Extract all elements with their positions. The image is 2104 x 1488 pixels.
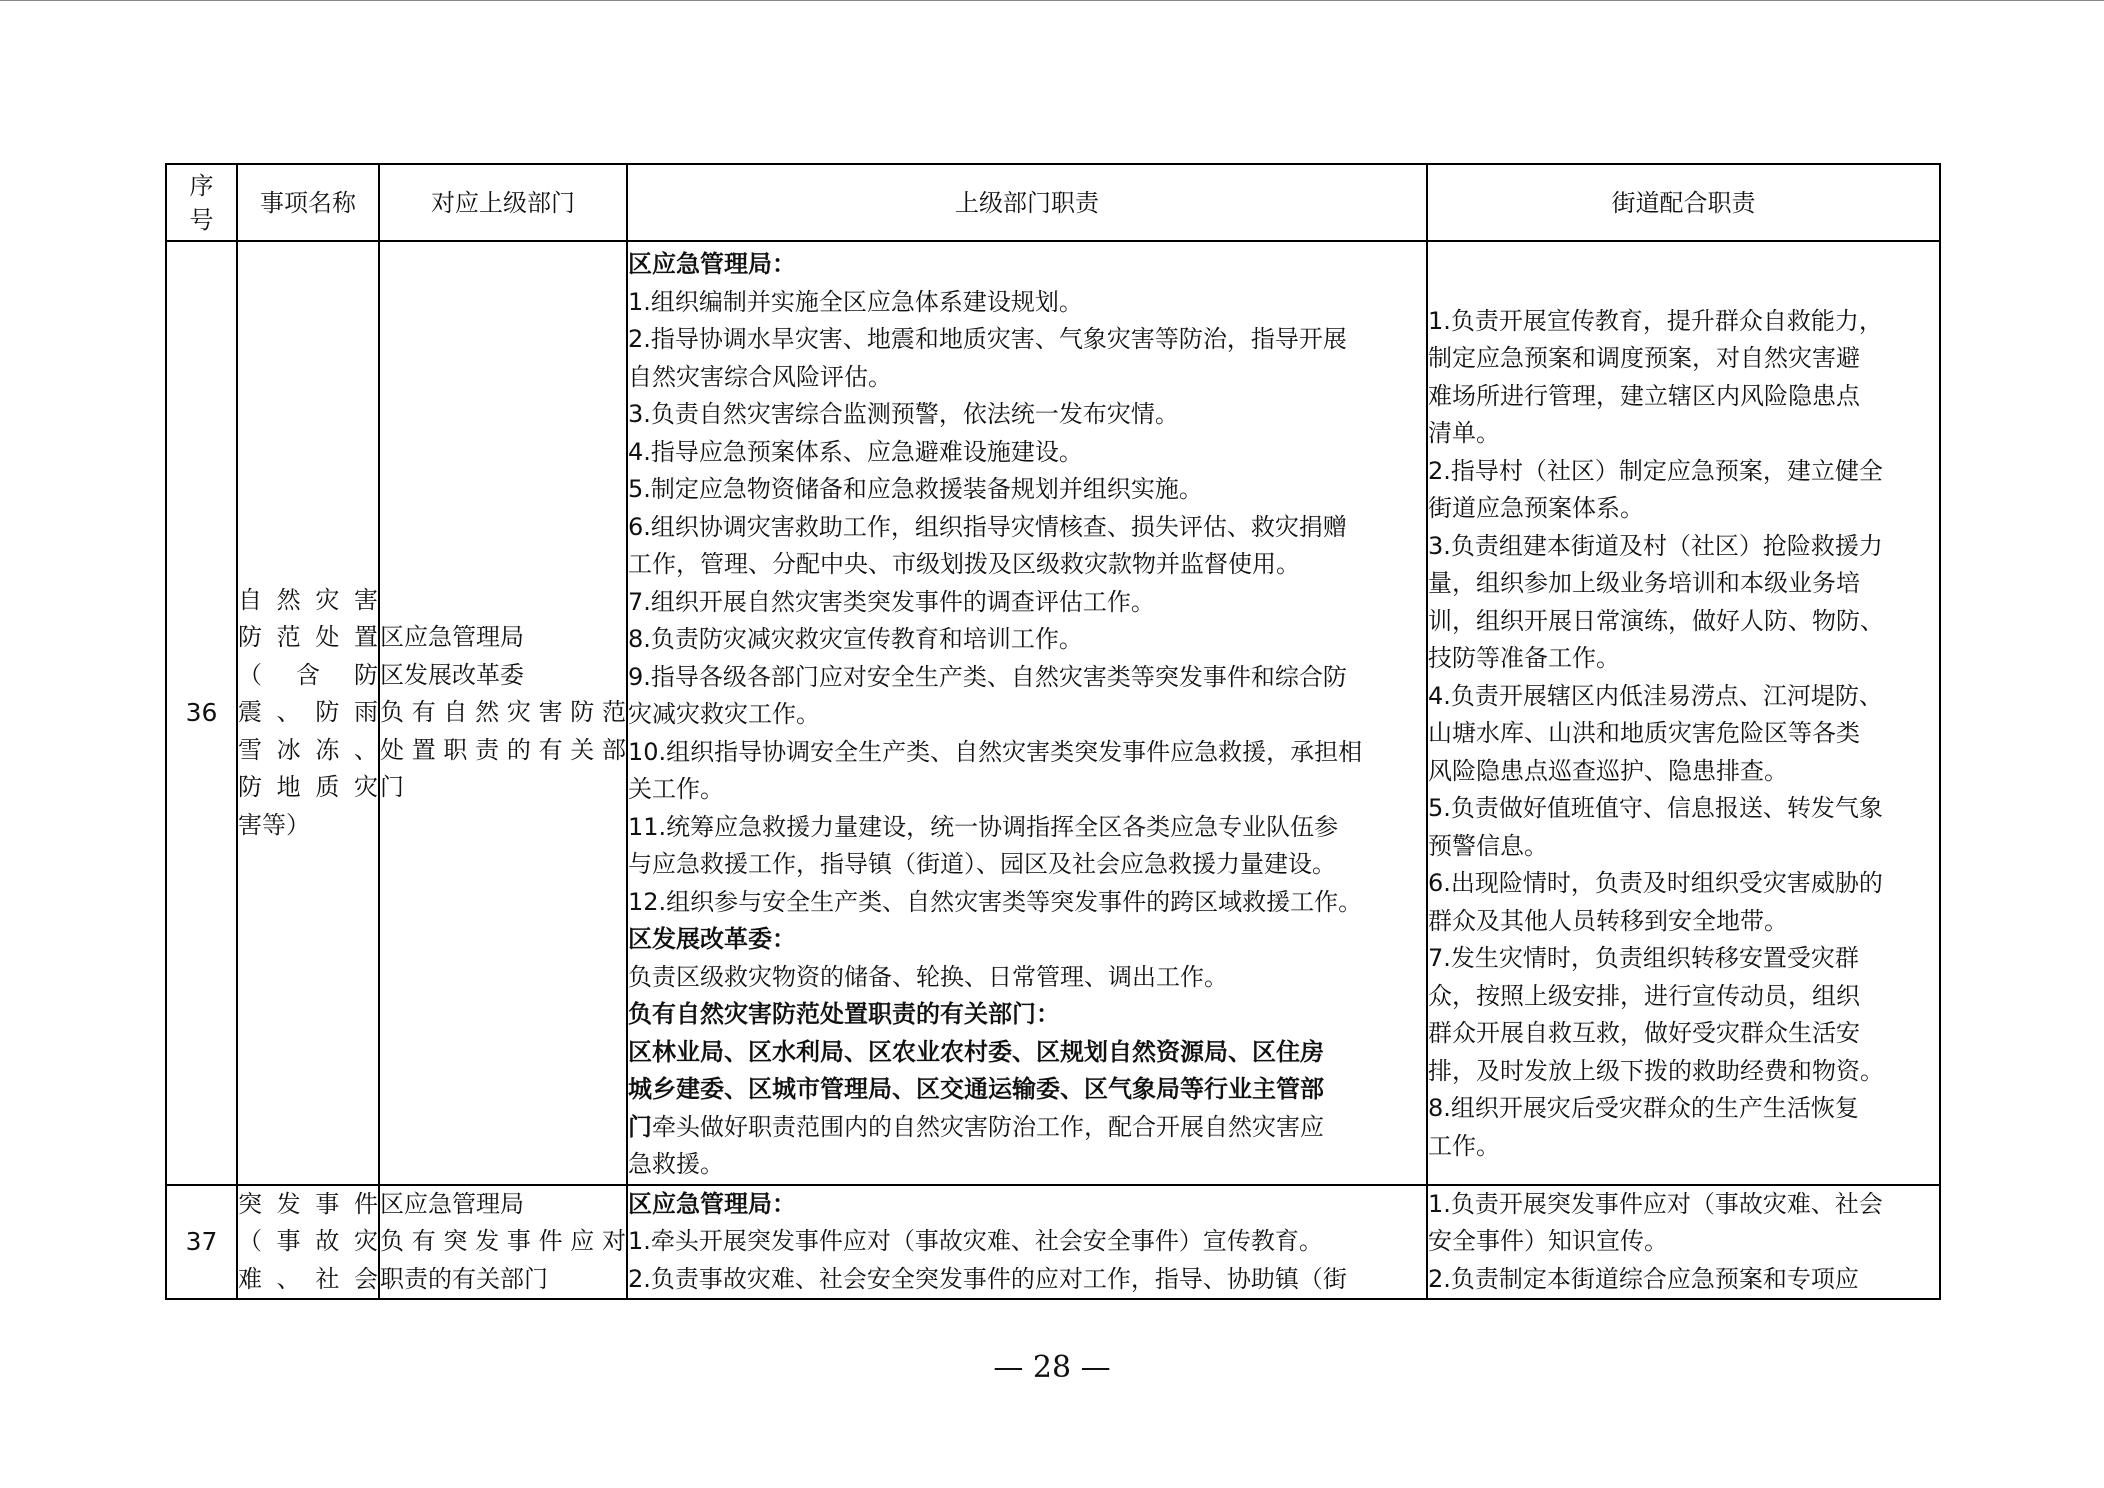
- table-row: [166, 241, 1940, 1185]
- street-line: 风险隐患点巡查巡护、隐患排查。: [1428, 756, 1788, 785]
- item-name-cell: [237, 1185, 379, 1300]
- duty-line: 11.统筹应急救援力量建设，统一协调指挥全区各类应急专业队伍参: [628, 812, 1339, 841]
- street-line: 2.负责制定本街道综合应急预案和专项应: [1428, 1264, 1859, 1293]
- duty-line: 关工作。: [628, 775, 724, 803]
- duty-line: 灾减灾救灾工作。: [628, 700, 820, 728]
- duty-line-bold: 城乡建委、区城市管理局、区交通运输委、区气象局等行业主管部: [628, 1075, 1324, 1103]
- row-seq: 36: [166, 241, 237, 1185]
- item-name-line: （ 含 防: [238, 660, 378, 689]
- duty-line: 7.组织开展自然灾害类突发事件的调查评估工作。: [628, 587, 1155, 616]
- duty-line: 12.组织参与安全生产类、自然灾害类等突发事件的跨区域救援工作。: [628, 887, 1363, 916]
- street-line: 群众开展自救互救，做好受灾群众生活安: [1428, 1019, 1860, 1047]
- superior-duties-cell: [627, 1185, 1427, 1300]
- header-superior-dept: 对应上级部门: [379, 164, 627, 241]
- header-street-duties: 街道配合职责: [1427, 164, 1940, 241]
- dept-line: 负有突发事件应对: [380, 1227, 626, 1255]
- duty-line-bold: 区林业局、区水利局、区农业农村委、区规划自然资源局、区住房: [628, 1037, 1324, 1066]
- duty-line: 2.指导协调水旱灾害、地震和地质灾害、气象灾害等防治，指导开展: [628, 325, 1347, 353]
- item-name-line: 防地质灾: [238, 773, 378, 801]
- duty-line: 3.负责自然灾害综合监测预警，依法统一发布灾情。: [628, 400, 1179, 428]
- header-superior-duties: 上级部门职责: [627, 164, 1427, 241]
- table-row: [166, 1185, 1940, 1300]
- duty-line: 4.指导应急预案体系、应急避难设施建设。: [628, 437, 1083, 466]
- street-line: 2.指导村（社区）制定应急预案，建立健全: [1428, 456, 1883, 485]
- street-line: 众，按照上级安排，进行宣传动员，组织: [1428, 981, 1860, 1010]
- duty-line: 1.组织编制并实施全区应急体系建设规划。: [628, 287, 1083, 316]
- table-header-row: [166, 164, 1940, 241]
- duty-inline-bold: 门: [628, 1112, 652, 1141]
- street-line: 难场所进行管理，建立辖区内风险隐患点: [1428, 381, 1860, 410]
- street-line: 清单。: [1428, 419, 1500, 447]
- dept-line: 区发展改革委: [380, 660, 524, 689]
- dept-line: 处置职责的有关部: [380, 735, 626, 764]
- superior-dept-cell: [379, 241, 627, 1185]
- item-name-line: 害等）: [238, 810, 310, 839]
- duty-line: 2.负责事故灾难、社会安全突发事件的应对工作，指导、协助镇（街: [628, 1264, 1347, 1293]
- duty-line: 5.制定应急物资储备和应急救援装备规划并组织实施。: [628, 475, 1203, 503]
- header-item-name: 事项名称: [237, 164, 379, 241]
- street-line: 排，及时发放上级下拨的救助经费和物资。: [1428, 1056, 1884, 1085]
- street-line: 技防等准备工作。: [1428, 644, 1620, 672]
- street-duties-cell: [1427, 1185, 1940, 1300]
- duty-line-mixed: [628, 1109, 1426, 1147]
- dept-line: 区应急管理局: [380, 1189, 524, 1218]
- item-name-line: 雪冰冻、: [238, 735, 378, 764]
- duty-line: 8.负责防灾减灾救灾宣传教育和培训工作。: [628, 625, 1083, 653]
- duty-line: 6.组织协调灾害救助工作，组织指导灾情核查、损失评估、救灾捐赠: [628, 512, 1347, 541]
- duty-line: 工作，管理、分配中央、市级划拨及区级救灾款物并监督使用。: [628, 550, 1300, 578]
- duty-line: 自然灾害综合风险评估。: [628, 362, 892, 391]
- item-name-cell: [237, 241, 379, 1185]
- item-name-line: 难、社会: [238, 1264, 378, 1293]
- street-line: 街道应急预案体系。: [1428, 494, 1644, 522]
- street-line: 1.负责开展突发事件应对（事故灾难、社会: [1428, 1189, 1883, 1218]
- dept-line: 职责的有关部门: [380, 1264, 548, 1293]
- street-line: 量，组织参加上级业务培训和本级业务培: [1428, 569, 1860, 597]
- row-seq: 37: [166, 1185, 237, 1300]
- duty-table: [165, 163, 1941, 1300]
- street-line: 7.发生灾情时，负责组织转移安置受灾群: [1428, 944, 1859, 972]
- superior-dept-cell: [379, 1185, 627, 1300]
- street-line: 群众及其他人员转移到安全地带。: [1428, 906, 1788, 935]
- street-duties-cell: [1427, 241, 1940, 1185]
- street-line: 5.负责做好值班值守、信息报送、转发气象: [1428, 794, 1883, 822]
- item-name-line: 震、防雨: [238, 698, 378, 726]
- duty-line: 与应急救援工作，指导镇（街道）、园区及社会应急救援力量建设。: [628, 850, 1336, 878]
- street-line: 训，组织开展日常演练，做好人防、物防、: [1428, 606, 1884, 635]
- page-number: — 28 —: [993, 1350, 1111, 1385]
- duty-heading: 区应急管理局：: [628, 250, 796, 278]
- duty-line: 10.组织指导协调安全生产类、自然灾害类突发事件应急救援，承担相: [628, 737, 1363, 766]
- page-top-border: [0, 0, 2104, 1]
- street-line: 4.负责开展辖区内低洼易涝点、江河堤防、: [1428, 681, 1883, 710]
- duty-heading: 区应急管理局：: [628, 1189, 796, 1218]
- item-name-line: 防范处置: [238, 623, 378, 651]
- street-line: 1.负责开展宣传教育，提升群众自救能力，: [1428, 306, 1883, 335]
- duty-line: 1.牵头开展突发事件应对（事故灾难、社会安全事件）宣传教育。: [628, 1227, 1323, 1255]
- header-seq: 序号: [166, 164, 237, 241]
- street-line: 6.出现险情时，负责及时组织受灾害威胁的: [1428, 869, 1883, 897]
- dept-line: 区应急管理局: [380, 623, 524, 651]
- street-line: 8.组织开展灾后受灾群众的生产生活恢复: [1428, 1094, 1859, 1122]
- duty-heading: 区发展改革委：: [628, 925, 796, 953]
- item-name-line: 自然灾害: [238, 585, 378, 614]
- item-name-line: 突发事件: [238, 1189, 378, 1218]
- dept-line: 门: [380, 773, 404, 801]
- street-line: 工作。: [1428, 1131, 1500, 1160]
- item-name-line: （事故灾: [238, 1227, 378, 1255]
- duty-inline-text: 牵头做好职责范围内的自然灾害防治工作，配合开展自然灾害应: [652, 1112, 1324, 1141]
- street-line: 预警信息。: [1428, 831, 1548, 860]
- duty-line: 负责区级救灾物资的储备、轮换、日常管理、调出工作。: [628, 962, 1228, 991]
- superior-duties-cell: [627, 241, 1427, 1185]
- street-line: 安全事件）知识宣传。: [1428, 1227, 1668, 1255]
- duty-heading: 负有自然灾害防范处置职责的有关部门：: [628, 1000, 1060, 1028]
- dept-line: 负有自然灾害防范: [380, 698, 626, 726]
- street-line: 3.负责组建本街道及村（社区）抢险救援力: [1428, 531, 1883, 560]
- street-line: 山塘水库、山洪和地质灾害危险区等各类: [1428, 719, 1860, 747]
- duty-line: 9.指导各级各部门应对安全生产类、自然灾害类等突发事件和综合防: [628, 662, 1347, 691]
- street-line: 制定应急预案和调度预案，对自然灾害避: [1428, 344, 1860, 372]
- duty-line: 急救援。: [628, 1150, 724, 1178]
